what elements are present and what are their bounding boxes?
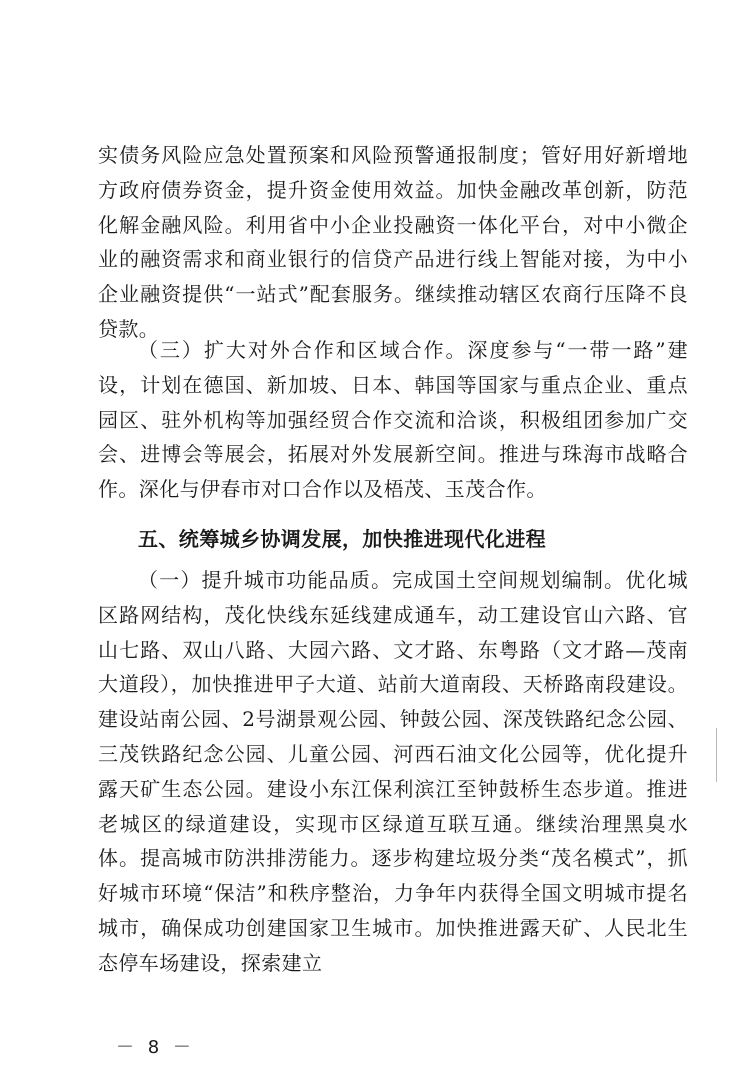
paragraph-urban-function: （一）提升城市功能品质。完成国土空间规划编制。优化城区路网结构，茂化快线东延线建成通车，动工建设官山六路、官山七路、双山八路、大园六路、文才路、东粤路（文才路—茂南大道段），加快推进甲子大道、站前大道南段、天桥路南段建设。建设站南公园、2号湖景观公园、钟鼓公园、深茂铁路纪念公园、三茂铁路纪念公园、儿童公园、河西石油文化公园等，优化提升露天矿生态公园。建设小东江保利滨江至钟鼓桥生态步道。推进老城区的绿道建设，实现市区绿道互联互通。继续治理黑臭水体。提高城市防洪排涝能力。逐步构建垃圾分类“茂名模式”，抓好城市环境“保洁”和秩序整治，力争年内获得全国文明城市提名城市，确保成功创建国家卫生城市。加快推进露天矿、人民北生态停车场建设，探索建立 xyxy=(98,568,688,975)
paragraph-debt-risk: 实债务风险应急处置预案和风险预警通报制度；管好用好新增地方政府债券资金，提升资金使用效益。加快金融改革创新，防范化解金融风险。利用省中小企业投融资一体化平台，对中小微企业的融资需求和商业银行的信贷产品进行线上智能对接，为中小企业融资提供“一站式”配套服务。继续推动辖区农商行压降不良贷款。 xyxy=(98,143,688,341)
paragraph-external-cooperation: （三）扩大对外合作和区域合作。深度参与“一带一路”建设，计划在德国、新加坡、日本、韩国等国家与重点企业、重点园区、驻外机构等加强经贸合作交流和洽谈，积极组团参加广交会、进博会等展会，拓展对外发展新空间。推进与珠海市战略合作。深化与伊春市对口合作以及梧茂、玉茂合作。 xyxy=(98,338,688,502)
page-number: － 8 － xyxy=(116,1037,195,1058)
section-heading: 五、统筹城乡协调发展，加快推进现代化进程 xyxy=(138,527,546,551)
margin-scan-mark xyxy=(716,728,717,782)
